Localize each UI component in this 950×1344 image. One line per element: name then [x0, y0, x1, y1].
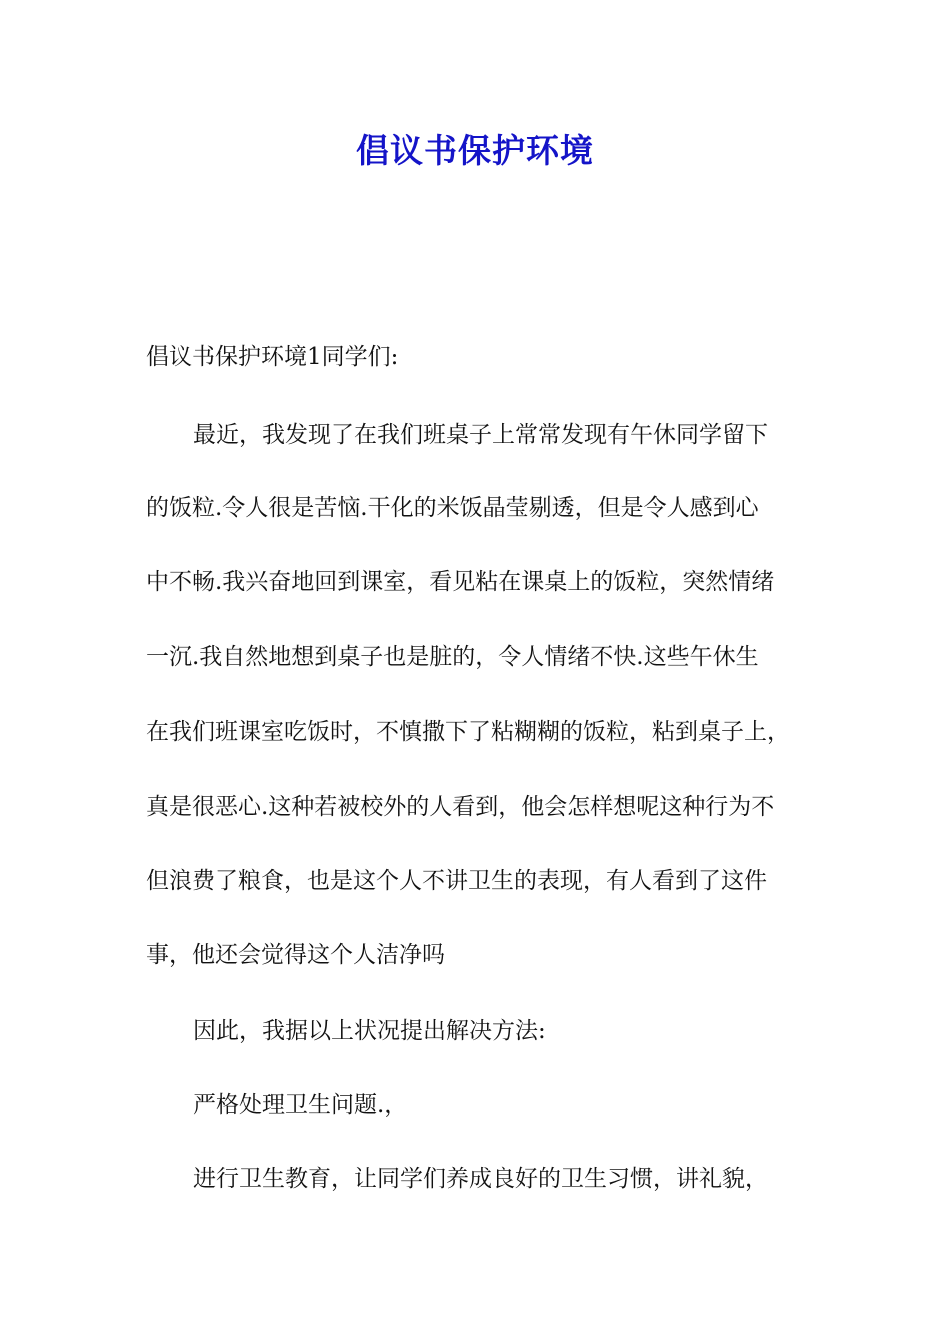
document-title: 倡议书保护环境	[356, 131, 594, 170]
body-line: 但浪费了粮食，也是这个人不讲卫生的表现，有人看到了这件	[146, 868, 767, 894]
body-line: 进行卫生教育，让同学们养成良好的卫生习惯，讲礼貌，	[193, 1166, 768, 1192]
body-line: 一沉.我自然地想到桌子也是脏的，令人情绪不快.这些午休生	[146, 644, 759, 670]
body-line: 中不畅.我兴奋地回到课室，看见粘在课桌上的饭粒，突然情绪	[146, 569, 775, 595]
salutation-line: 倡议书保护环境1同学们:	[146, 344, 399, 370]
body-line: 的饭粒.令人很是苦恼.干化的米饭晶莹剔透，但是令人感到心	[146, 495, 759, 521]
body-line: 真是很恶心.这种若被校外的人看到，他会怎样想呢这种行为不	[146, 794, 775, 820]
body-line: 事，他还会觉得这个人洁净吗	[146, 942, 445, 968]
body-line: 严格处理卫生问题.，	[193, 1092, 408, 1118]
body-line: 因此，我据以上状况提出解决方法:	[193, 1018, 546, 1044]
body-line: 在我们班课室吃饭时，不慎撒下了粘糊糊的饭粒，粘到桌子上，	[146, 719, 790, 745]
body-line: 最近，我发现了在我们班桌子上常常发现有午休同学留下	[193, 422, 768, 448]
